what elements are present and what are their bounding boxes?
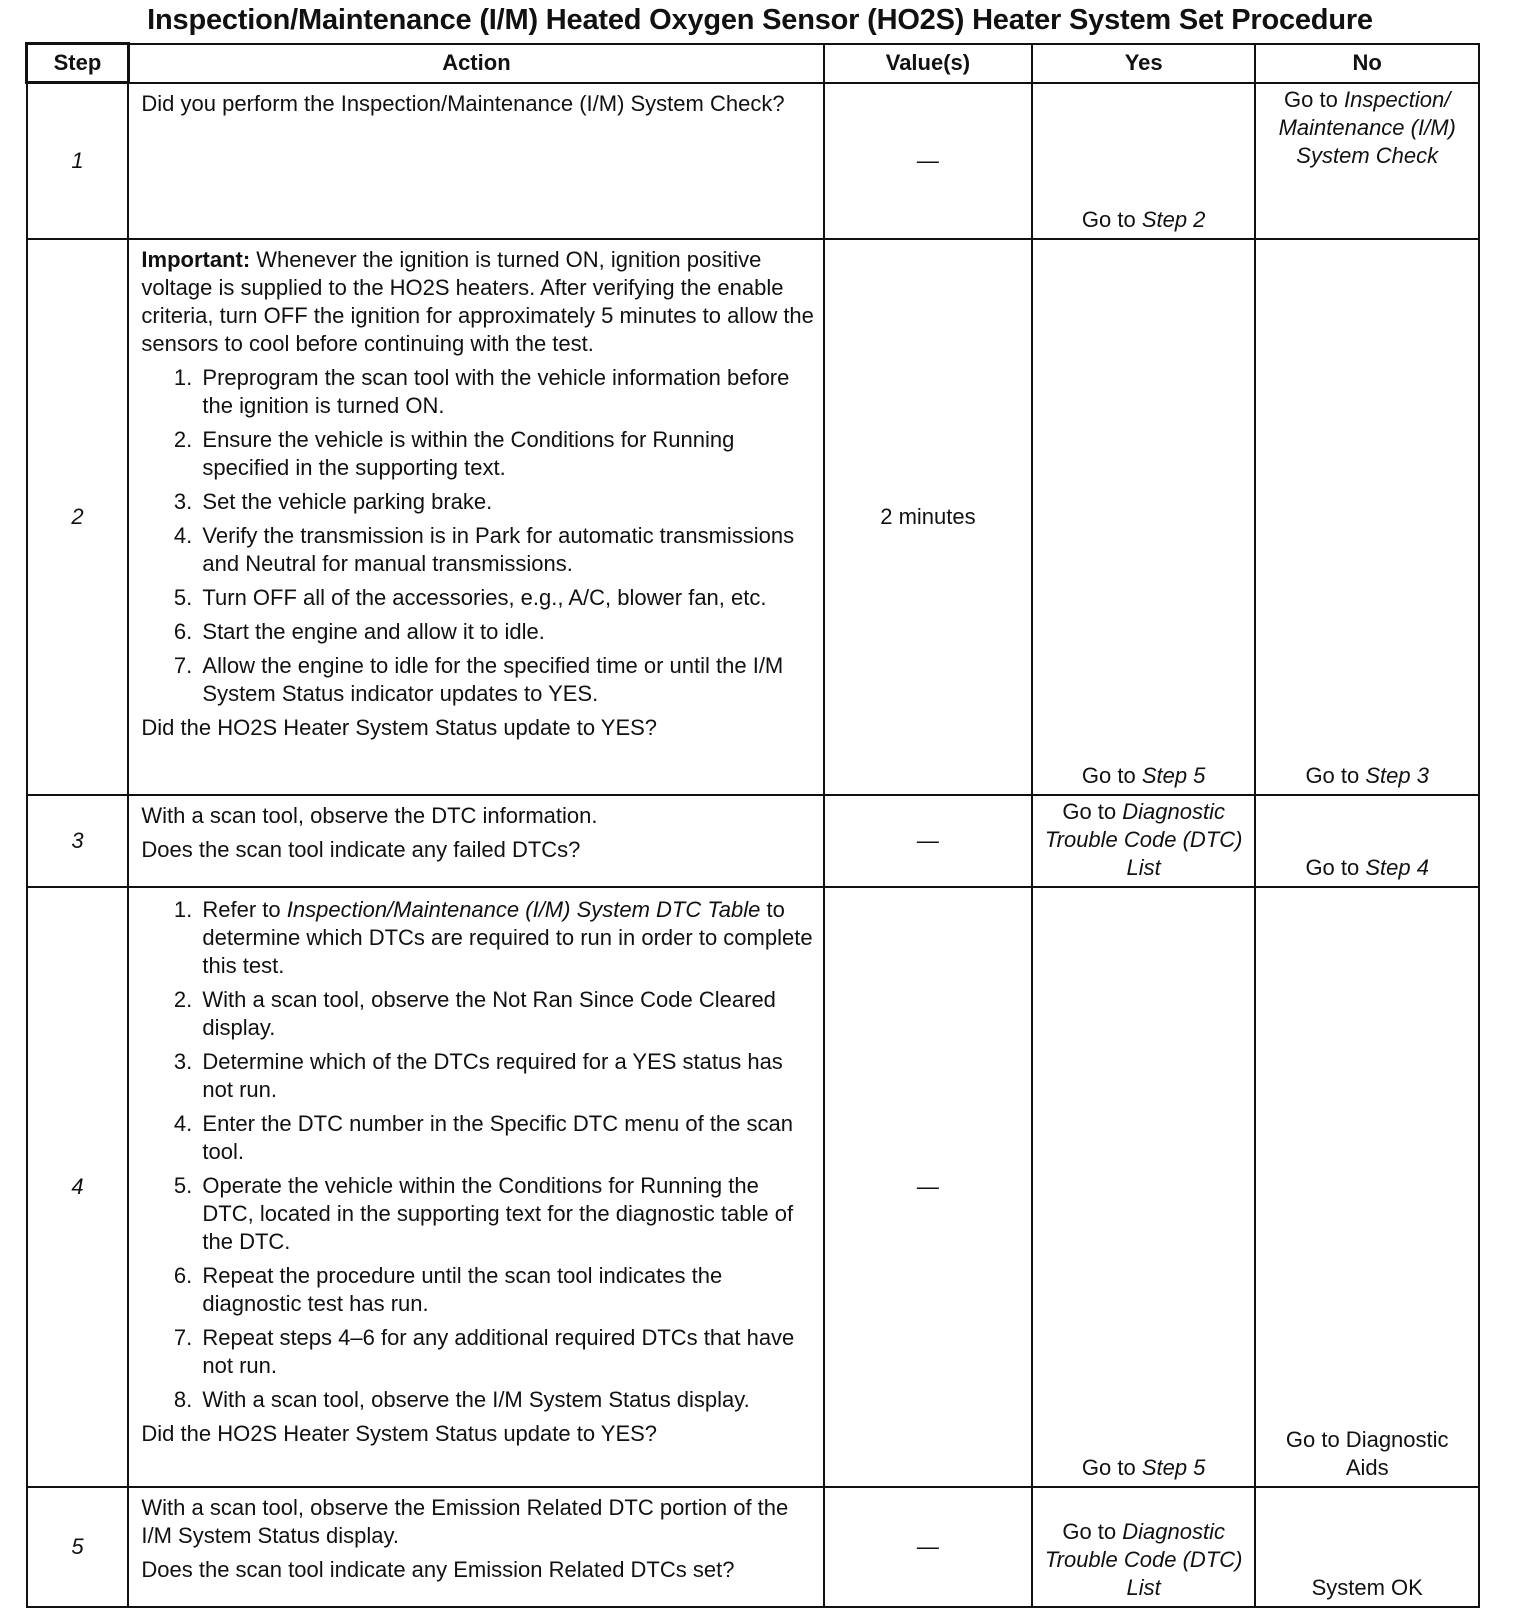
list-item: 3. Set the vehicle parking brake.	[198, 488, 815, 516]
instruction-list	[141, 896, 815, 1414]
item-prefix: Refer to	[202, 896, 287, 922]
column-header-step: Step	[27, 44, 129, 83]
list-item	[198, 896, 815, 980]
list-item: 1. Preprogram the scan tool with the vehicle information before the ignition is turned ON.	[198, 364, 815, 420]
yes-cell	[1032, 83, 1256, 239]
no-prefix: Go to	[1305, 762, 1366, 788]
list-item: 6. Start the engine and allow it to idle.	[198, 618, 815, 646]
action-text: With a scan tool, observe the DTC information.	[141, 802, 598, 828]
no-prefix: Go to	[1284, 86, 1344, 112]
item-suffix: to determine which DTCs are required to run in order to complete this test.	[202, 896, 813, 978]
value-cell: 2 minutes	[824, 239, 1032, 795]
no-cell	[1255, 239, 1479, 795]
value-cell: —	[824, 83, 1032, 239]
important-note	[141, 246, 815, 358]
list-item: 8. With a scan tool, observe the I/M System Status display.	[198, 1386, 815, 1414]
yes-cell	[1032, 239, 1256, 795]
table-row	[27, 887, 1480, 1487]
page-title: Inspection/Maintenance (I/M) Heated Oxygen Sensor (HO2S) Heater System Set Procedure	[147, 4, 1373, 36]
list-item: 4. Verify the transmission is in Park for automatic transmissions and Neutral for manual transmissions.	[198, 522, 815, 578]
list-item: 2. With a scan tool, observe the Not Ran Since Code Cleared display.	[198, 986, 815, 1042]
action-cell	[128, 239, 824, 795]
yes-reference: Step 2	[1141, 206, 1206, 232]
step-number: 2	[27, 239, 129, 795]
yes-prefix: Go to	[1081, 762, 1142, 788]
list-item: 6. Repeat the procedure until the scan tool indicates the diagnostic test has run.	[198, 1262, 815, 1318]
list-item: 5. Turn OFF all of the accessories, e.g., A/C, blower fan, etc.	[198, 584, 815, 612]
action-text: With a scan tool, observe the Emission Related DTC portion of the I/M System Status display.	[141, 1494, 789, 1548]
yes-cell	[1032, 887, 1256, 1487]
action-question: Does the scan tool indicate any failed DTCs?	[141, 836, 581, 862]
action-cell	[128, 795, 824, 887]
action-question: Did the HO2S Heater System Status update to YES?	[141, 714, 658, 740]
no-reference: Step 4	[1365, 854, 1429, 880]
column-header-values: Value(s)	[824, 44, 1032, 83]
action-question: Does the scan tool indicate any Emission Related DTCs set?	[141, 1556, 735, 1582]
column-header-action: Action	[128, 44, 824, 83]
important-text: Whenever the ignition is turned ON, ignition positive voltage is supplied to the HO2S heaters. After verifying the enable criteria, turn OFF the ignition for approximately 5 minutes to allow the sensors to cool before continuing with the test.	[141, 246, 814, 356]
list-item: 7. Repeat steps 4–6 for any additional required DTCs that have not run.	[198, 1324, 815, 1380]
action-cell	[128, 83, 824, 239]
procedure-table	[25, 42, 1480, 1608]
item-reference: Inspection/Maintenance (I/M) System DTC Table	[286, 896, 761, 922]
no-cell: Go to Diagnostic Aids	[1255, 887, 1479, 1487]
table-header-row	[27, 44, 1480, 83]
list-item: 3. Determine which of the DTCs required for a YES status has not run.	[198, 1048, 815, 1104]
yes-cell	[1032, 1487, 1256, 1607]
step-number: 1	[27, 83, 129, 239]
action-question: Did the HO2S Heater System Status update to YES?	[141, 1420, 658, 1446]
no-cell	[1255, 795, 1479, 887]
action-cell	[128, 1487, 824, 1607]
yes-prefix: Go to	[1062, 1518, 1123, 1544]
yes-cell	[1032, 795, 1256, 887]
no-reference: Step 3	[1365, 762, 1429, 788]
yes-prefix: Go to	[1062, 798, 1123, 824]
list-item: 7. Allow the engine to idle for the specified time or until the I/M System Status indicator updates to YES.	[198, 652, 815, 708]
list-item: 2. Ensure the vehicle is within the Conditions for Running specified in the supporting text.	[198, 426, 815, 482]
table-row	[27, 1487, 1480, 1607]
important-label: Important:	[141, 246, 251, 272]
list-item: 5. Operate the vehicle within the Conditions for Running the DTC, located in the supporting text for the diagnostic table of the DTC.	[198, 1172, 815, 1256]
yes-prefix: Go to	[1081, 206, 1142, 232]
yes-prefix: Go to	[1081, 1454, 1142, 1480]
action-cell	[128, 887, 824, 1487]
instruction-list	[141, 364, 815, 708]
column-header-yes: Yes	[1032, 44, 1256, 83]
step-number: 4	[27, 887, 129, 1487]
value-cell: —	[824, 795, 1032, 887]
column-header-no: No	[1255, 44, 1479, 83]
list-item: 4. Enter the DTC number in the Specific DTC menu of the scan tool.	[198, 1110, 815, 1166]
table-row	[27, 239, 1480, 795]
table-row	[27, 83, 1480, 239]
yes-reference: Diagnostic Trouble Code (DTC) List	[1044, 1518, 1243, 1600]
action-text: Did you perform the Inspection/Maintenance (I/M) System Check?	[141, 90, 785, 116]
no-reference: Inspection/ Maintenance (I/M) System Check	[1278, 86, 1456, 168]
table-row	[27, 795, 1480, 887]
no-cell	[1255, 83, 1479, 239]
yes-reference: Step 5	[1141, 762, 1206, 788]
value-cell: —	[824, 1487, 1032, 1607]
step-number: 3	[27, 795, 129, 887]
yes-reference: Step 5	[1141, 1454, 1206, 1480]
no-cell: System OK	[1255, 1487, 1479, 1607]
value-cell: —	[824, 887, 1032, 1487]
no-prefix: Go to	[1305, 854, 1366, 880]
yes-reference: Diagnostic Trouble Code (DTC) List	[1044, 798, 1243, 880]
step-number: 5	[27, 1487, 129, 1607]
